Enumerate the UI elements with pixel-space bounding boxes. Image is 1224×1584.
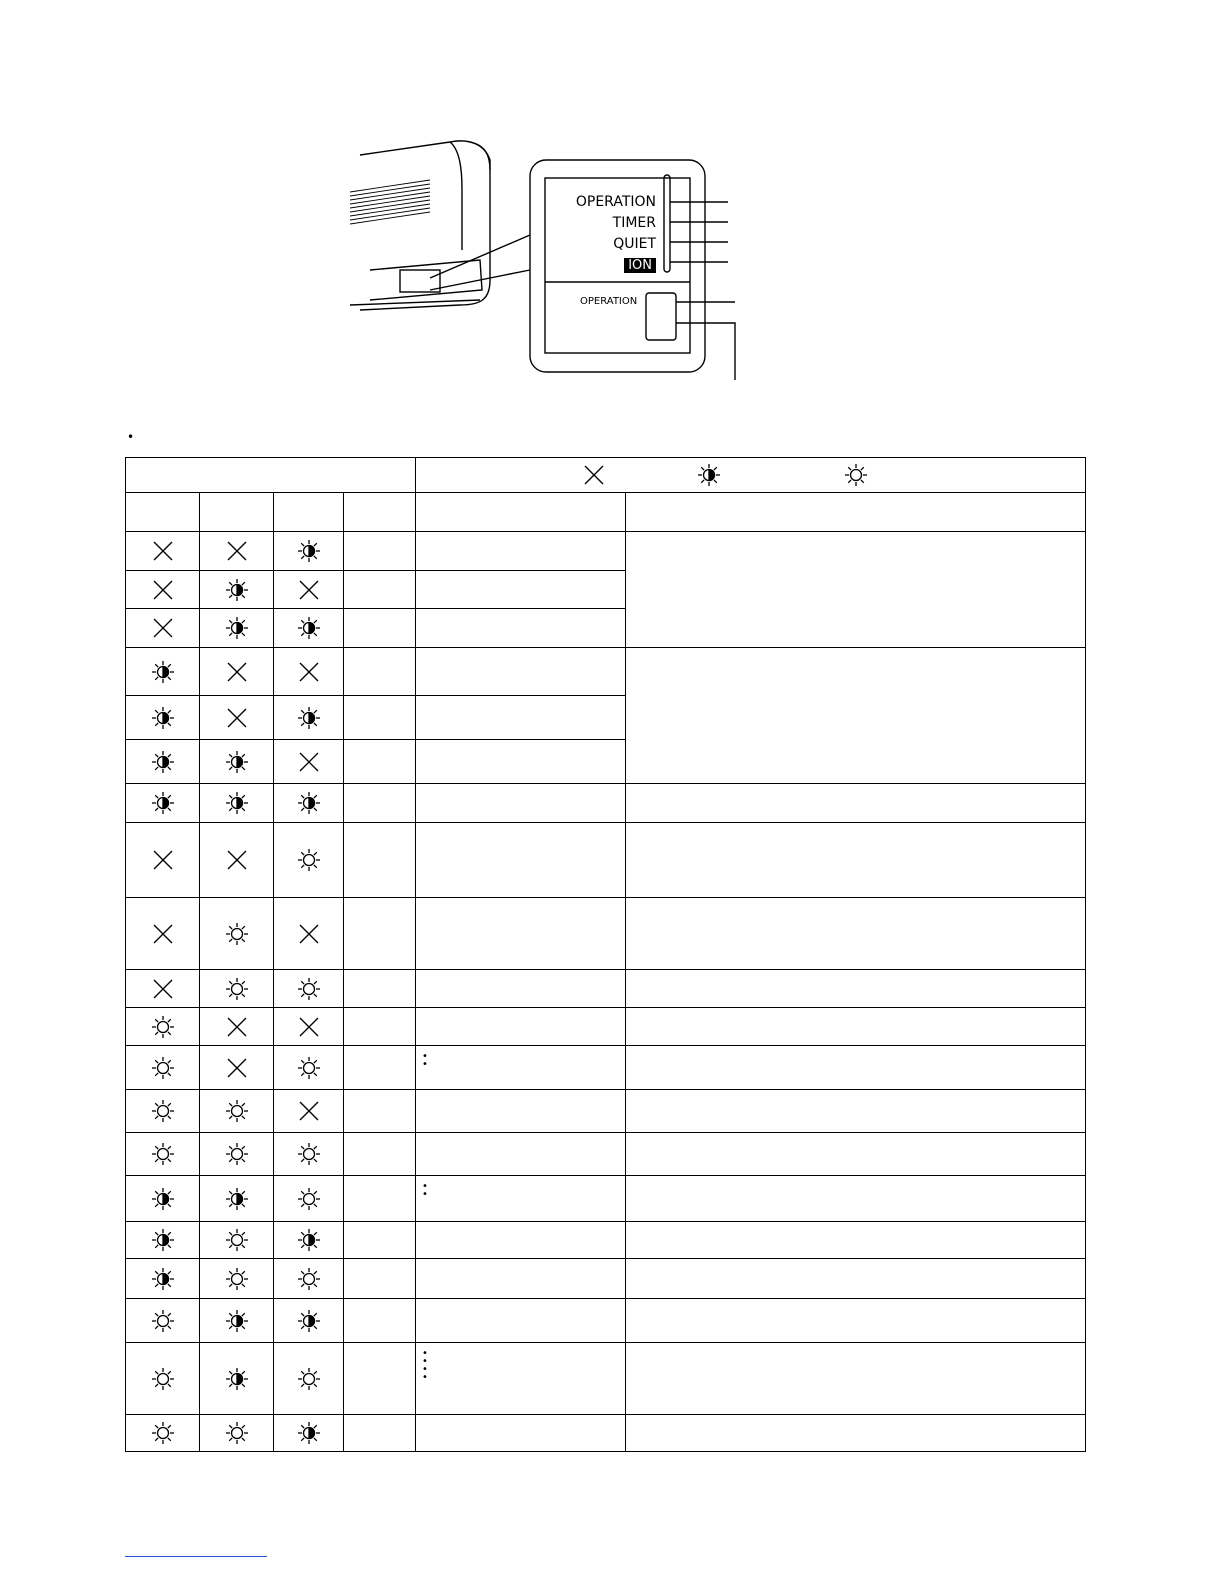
operation-lamp-cell: [126, 1222, 200, 1259]
on-icon: [297, 1187, 321, 1211]
timer-lamp-cell: [200, 898, 274, 970]
diagnosis-cell: [416, 898, 626, 970]
blink-icon: [225, 1309, 249, 1333]
timer-lamp-cell: [200, 1133, 274, 1176]
quiet-lamp-cell: [274, 898, 344, 970]
blink-icon: [151, 1267, 175, 1291]
table-row: [126, 1343, 1086, 1415]
table-row: [126, 898, 1086, 970]
quiet-lamp-cell: [274, 1259, 344, 1299]
quiet-lamp-cell: [274, 532, 344, 571]
col-header-operation: [126, 493, 200, 532]
ion-lamp-label: ION: [624, 258, 656, 273]
off-x-icon: [582, 463, 606, 487]
timer-lamp-cell: [200, 1176, 274, 1222]
operation-lamp-cell: [126, 1090, 200, 1133]
ion-lamp-row: [560, 257, 656, 274]
operation-lamp-label: OPERATION: [575, 194, 656, 210]
timer-lamp-cell: [200, 970, 274, 1008]
off-x-icon: [225, 848, 249, 872]
diagnosis-cell: [416, 1008, 626, 1046]
operation-lamp-cell: [126, 1415, 200, 1452]
bullet-mark: •: [422, 1348, 428, 1359]
blink-icon: [297, 706, 321, 730]
on-icon: [297, 848, 321, 872]
ion-lamp-cell: [344, 571, 416, 609]
timer-lamp-cell: [200, 1259, 274, 1299]
diagnosis-cell: [416, 784, 626, 823]
timer-lamp-cell: [200, 1299, 274, 1343]
quiet-lamp-cell: [274, 571, 344, 609]
on-icon: [297, 1142, 321, 1166]
diagnosis-cell: [416, 1046, 626, 1090]
operation-lamp-cell: [126, 740, 200, 784]
off-x-icon: [297, 578, 321, 602]
timer-lamp-cell: [200, 571, 274, 609]
bullet-mark: •: [422, 1189, 428, 1200]
operation-lamp-cell: [126, 1008, 200, 1046]
legend-cell: [416, 458, 1086, 493]
remarks-cell: [626, 532, 1086, 648]
on-icon: [151, 1056, 175, 1080]
ion-lamp-cell: [344, 609, 416, 648]
blink-icon: [151, 1228, 175, 1252]
remarks-cell: [626, 784, 1086, 823]
timer-lamp-cell: [200, 609, 274, 648]
blink-icon: [225, 578, 249, 602]
blink-icon: [225, 750, 249, 774]
on-icon: [225, 1142, 249, 1166]
ion-lamp-cell: [344, 648, 416, 696]
ion-lamp-cell: [344, 1133, 416, 1176]
off-x-icon: [225, 706, 249, 730]
blink-icon: [297, 1309, 321, 1333]
blink-icon: [151, 750, 175, 774]
diagnosis-cell: [416, 823, 626, 898]
on-icon: [151, 1142, 175, 1166]
diagnosis-cell: [416, 1259, 626, 1299]
diagnosis-cell: [416, 571, 626, 609]
unit-diagram: [350, 130, 750, 390]
on-icon: [151, 1367, 175, 1391]
diagnosis-cell: [416, 648, 626, 696]
ion-lamp-cell: [344, 1343, 416, 1415]
on-icon: [225, 922, 249, 946]
timer-lamp-cell: [200, 1222, 274, 1259]
operation-lamp-cell: [126, 1299, 200, 1343]
off-x-icon: [151, 539, 175, 563]
operation-lamp-cell: [126, 1046, 200, 1090]
ion-lamp-cell: [344, 1176, 416, 1222]
on-icon: [844, 463, 868, 487]
remarks-cell: [626, 1299, 1086, 1343]
off-x-icon: [297, 1099, 321, 1123]
on-icon: [297, 1367, 321, 1391]
remarks-cell: [626, 1090, 1086, 1133]
bullet-mark: •: [422, 1059, 428, 1070]
table-row: [126, 1046, 1086, 1090]
table-row: [126, 1176, 1086, 1222]
timer-lamp-cell: [200, 696, 274, 740]
blink-icon: [151, 791, 175, 815]
quiet-lamp-cell: [274, 648, 344, 696]
timer-lamp-label: TIMER: [612, 215, 656, 231]
table-row: [126, 648, 1086, 696]
operation-lamp-cell: [126, 571, 200, 609]
timer-lamp-cell: [200, 648, 274, 696]
table-row: [126, 1008, 1086, 1046]
on-icon: [225, 1421, 249, 1445]
on-icon: [297, 1056, 321, 1080]
operation-lamp-cell: [126, 532, 200, 571]
col-header-ion: [344, 493, 416, 532]
blink-icon: [297, 1421, 321, 1445]
blink-icon: [297, 791, 321, 815]
off-x-icon: [151, 848, 175, 872]
quiet-lamp-cell: [274, 970, 344, 1008]
bullet-mark: •: [422, 1051, 428, 1062]
timer-lamp-cell: [200, 740, 274, 784]
blink-icon: [151, 660, 175, 684]
ion-lamp-cell: [344, 740, 416, 784]
blink-icon: [225, 791, 249, 815]
bullet-mark: •: [422, 1372, 428, 1383]
ion-lamp-cell: [344, 970, 416, 1008]
on-icon: [151, 1015, 175, 1039]
table-row: [126, 1222, 1086, 1259]
diagnosis-cell: [416, 740, 626, 784]
remarks-cell: [626, 970, 1086, 1008]
blink-icon: [697, 463, 721, 487]
diagnosis-cell: [416, 1299, 626, 1343]
diagnosis-cell: [416, 1343, 626, 1415]
off-x-icon: [297, 922, 321, 946]
operation-lamp-cell: [126, 696, 200, 740]
ion-lamp-cell: [344, 1008, 416, 1046]
quiet-lamp-cell: [274, 784, 344, 823]
timer-lamp-cell: [200, 1008, 274, 1046]
timer-lamp-cell: [200, 1090, 274, 1133]
ion-lamp-cell: [344, 696, 416, 740]
quiet-lamp-cell: [274, 1176, 344, 1222]
table-row: [126, 784, 1086, 823]
diagnosis-cell: [416, 1133, 626, 1176]
diagnosis-cell: [416, 696, 626, 740]
ion-lamp-cell: [344, 1090, 416, 1133]
remarks-cell: [626, 1046, 1086, 1090]
remarks-cell: [626, 1008, 1086, 1046]
diagnosis-cell: [416, 1222, 626, 1259]
ion-lamp-cell: [344, 823, 416, 898]
quiet-lamp-cell: [274, 609, 344, 648]
table-row: [126, 1299, 1086, 1343]
on-icon: [297, 1267, 321, 1291]
bullet-mark: •: [127, 430, 135, 444]
ion-lamp-cell: [344, 1259, 416, 1299]
blink-icon: [225, 1367, 249, 1391]
remarks-cell: [626, 1176, 1086, 1222]
diagnosis-cell: [416, 970, 626, 1008]
quiet-lamp-cell: [274, 1133, 344, 1176]
timer-lamp-cell: [200, 823, 274, 898]
table-row: [126, 1259, 1086, 1299]
off-x-icon: [225, 1015, 249, 1039]
operation-button-label: OPERATION: [580, 296, 638, 307]
quiet-lamp-cell: [274, 1008, 344, 1046]
quiet-lamp-label: QUIET: [613, 236, 656, 252]
on-icon: [225, 1267, 249, 1291]
table-row: [126, 1415, 1086, 1452]
operation-lamp-cell: [126, 1343, 200, 1415]
operation-lamp-cell: [126, 609, 200, 648]
timer-lamp-cell: [200, 784, 274, 823]
remarks-cell: [626, 823, 1086, 898]
table-row: [126, 1090, 1086, 1133]
blink-icon: [151, 706, 175, 730]
legend-row: [126, 458, 1086, 493]
off-x-icon: [225, 660, 249, 684]
on-icon: [225, 977, 249, 1001]
table-row: [126, 1133, 1086, 1176]
col-header-remarks: [626, 493, 1086, 532]
ion-lamp-cell: [344, 898, 416, 970]
col-header-timer: [200, 493, 274, 532]
operation-lamp-cell: [126, 898, 200, 970]
on-icon: [225, 1099, 249, 1123]
ion-lamp-cell: [344, 1222, 416, 1259]
operation-lamp-cell: [126, 784, 200, 823]
on-icon: [151, 1099, 175, 1123]
off-x-icon: [225, 539, 249, 563]
timer-lamp-cell: [200, 1046, 274, 1090]
off-x-icon: [151, 922, 175, 946]
remarks-cell: [626, 1343, 1086, 1415]
on-icon: [151, 1421, 175, 1445]
table-row: [126, 532, 1086, 571]
operation-lamp-cell: [126, 648, 200, 696]
off-x-icon: [151, 977, 175, 1001]
timer-lamp-cell: [200, 1415, 274, 1452]
diagnosis-cell: [416, 1176, 626, 1222]
bullet-mark: •: [422, 1181, 428, 1192]
off-x-icon: [151, 616, 175, 640]
ion-lamp-cell: [344, 1415, 416, 1452]
remarks-cell: [626, 1133, 1086, 1176]
blink-icon: [225, 1187, 249, 1211]
col-header-diagnosis: [416, 493, 626, 532]
remarks-cell: [626, 1259, 1086, 1299]
bullet-mark: •: [422, 1356, 428, 1367]
diagnosis-cell: [416, 1090, 626, 1133]
quiet-lamp-cell: [274, 1046, 344, 1090]
ion-lamp-cell: [344, 532, 416, 571]
table-row: [126, 970, 1086, 1008]
operation-lamp-cell: [126, 970, 200, 1008]
on-icon: [151, 1309, 175, 1333]
remarks-cell: [626, 1415, 1086, 1452]
table-row: [126, 823, 1086, 898]
on-icon: [297, 977, 321, 1001]
off-x-icon: [297, 660, 321, 684]
quiet-lamp-cell: [274, 1222, 344, 1259]
ion-lamp-cell: [344, 784, 416, 823]
operation-lamp-cell: [126, 1259, 200, 1299]
blink-icon: [151, 1187, 175, 1211]
diagnosis-cell: [416, 1415, 626, 1452]
lamp-indication-table: [125, 457, 1086, 1452]
lamp-header-cell: [126, 458, 416, 493]
column-header-row: [126, 493, 1086, 532]
remarks-cell: [626, 898, 1086, 970]
remarks-cell: [626, 648, 1086, 784]
blink-icon: [225, 616, 249, 640]
diagnosis-cell: [416, 609, 626, 648]
quiet-lamp-cell: [274, 1343, 344, 1415]
timer-lamp-cell: [200, 1343, 274, 1415]
bullet-mark: •: [422, 1364, 428, 1375]
ion-lamp-cell: [344, 1299, 416, 1343]
quiet-lamp-cell: [274, 696, 344, 740]
on-icon: [225, 1228, 249, 1252]
operation-lamp-cell: [126, 1176, 200, 1222]
remarks-cell: [626, 1222, 1086, 1259]
quiet-lamp-cell: [274, 1090, 344, 1133]
diagnosis-cell: [416, 532, 626, 571]
blink-icon: [297, 539, 321, 563]
quiet-lamp-cell: [274, 1415, 344, 1452]
quiet-lamp-cell: [274, 823, 344, 898]
off-x-icon: [297, 1015, 321, 1039]
off-x-icon: [297, 750, 321, 774]
footer-link-underline: [125, 1556, 267, 1557]
operation-lamp-cell: [126, 1133, 200, 1176]
off-x-icon: [225, 1056, 249, 1080]
blink-icon: [297, 616, 321, 640]
off-x-icon: [151, 578, 175, 602]
timer-lamp-cell: [200, 532, 274, 571]
blink-icon: [297, 1228, 321, 1252]
col-header-quiet: [274, 493, 344, 532]
operation-lamp-cell: [126, 823, 200, 898]
quiet-lamp-cell: [274, 740, 344, 784]
ion-lamp-cell: [344, 1046, 416, 1090]
quiet-lamp-cell: [274, 1299, 344, 1343]
